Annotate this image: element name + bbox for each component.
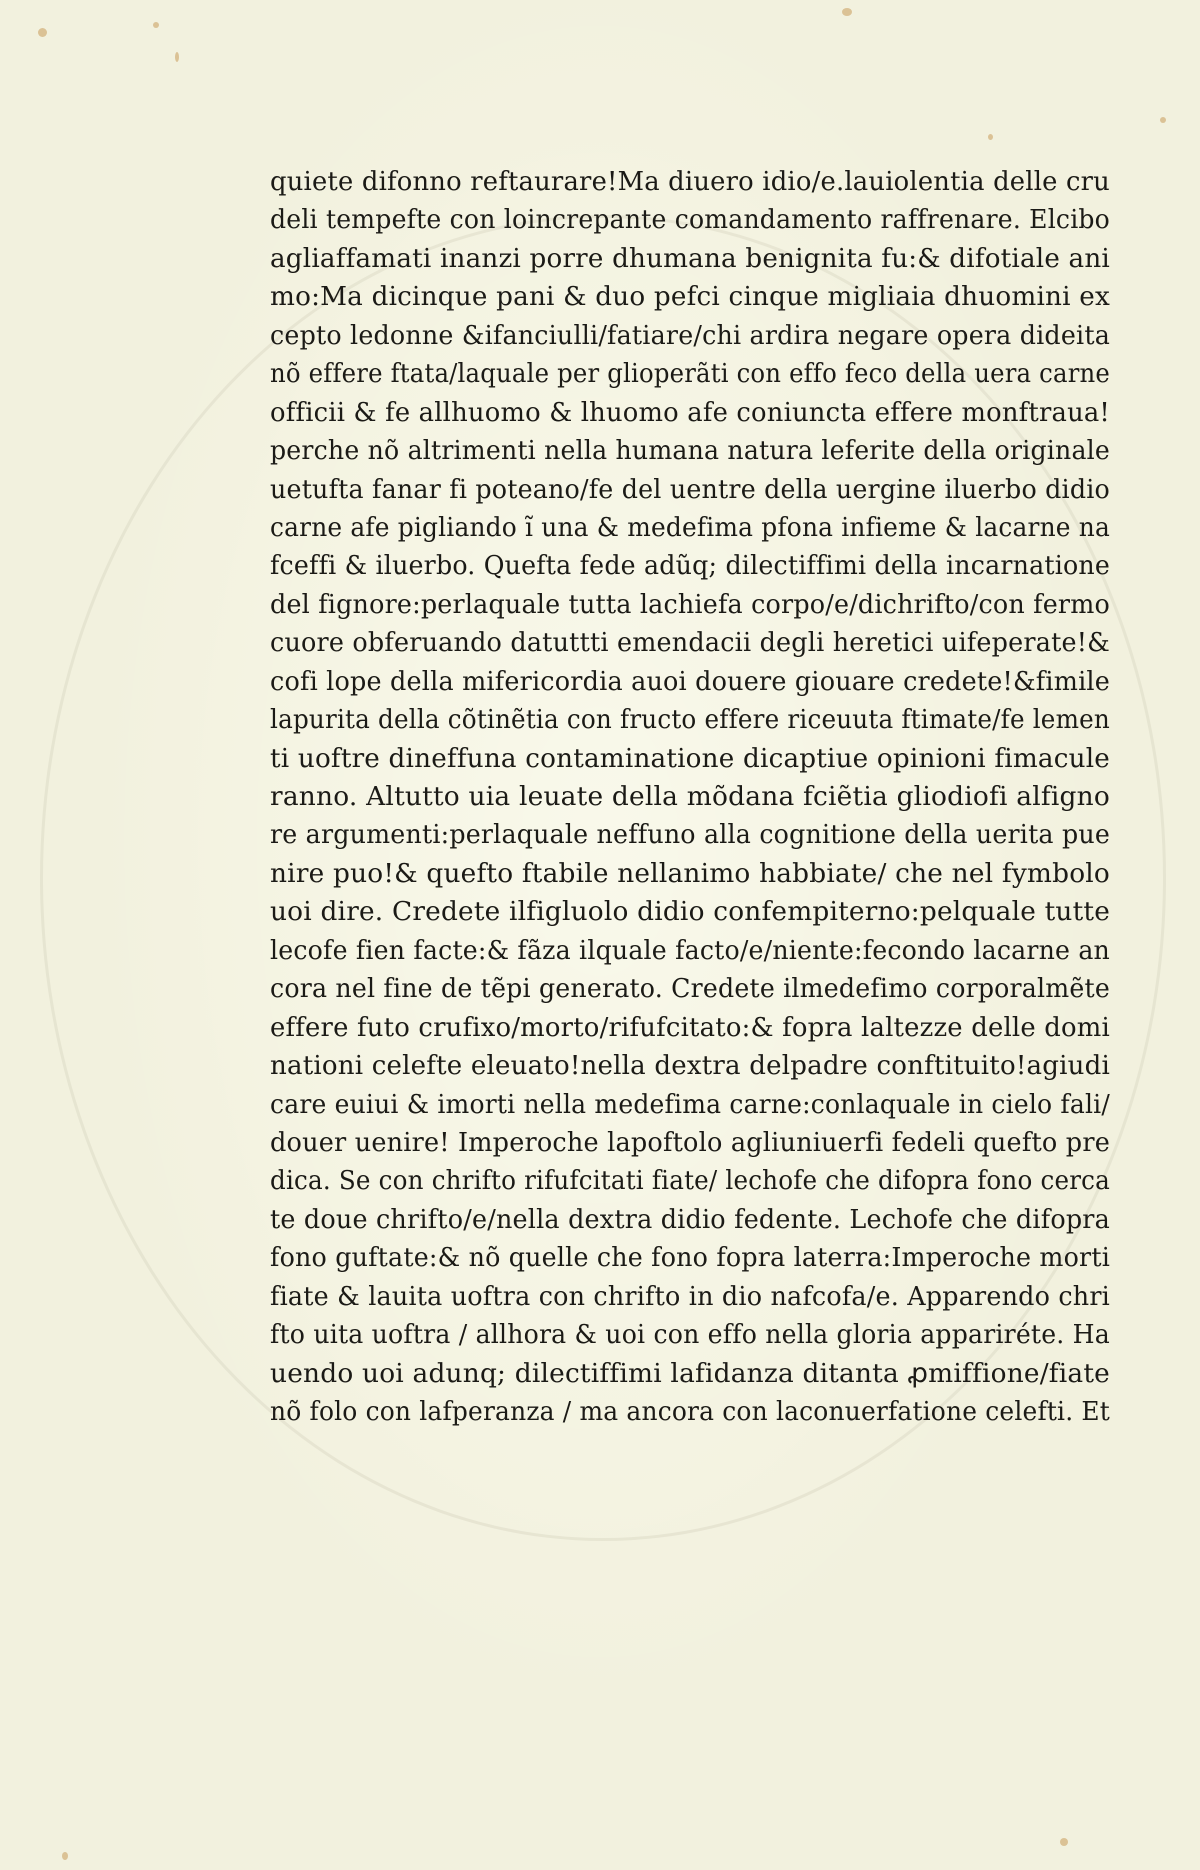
foxing-spot <box>62 1852 68 1860</box>
foxing-spot <box>1160 117 1166 123</box>
text-line: nationi celefte eleuato!nella dextra delpadre conftituito!agiudi <box>270 1050 1110 1082</box>
foxing-spot <box>988 134 993 140</box>
text-line: te doue chrifto/e/nella dextra didio fedente. Lechofe che difopra <box>270 1203 1110 1235</box>
text-line: del fignore:perlaquale tutta lachiefa corpo/e/dichrifto/con fermo <box>270 588 1110 620</box>
text-column <box>270 163 1110 1431</box>
text-line: uetufta fanar fi poteano/fe del uentre della uergine iluerbo didio <box>270 473 1110 505</box>
text-line: quiete difonno reftaurare!Ma diuero idio/e.lauiolentia delle cru <box>270 166 1110 197</box>
text-line: agliaffamati inanzi porre dhumana benignita fu:& difotiale ani <box>270 242 1110 274</box>
text-line: effere futo crufixo/morto/rifufcitato:& fopra laltezze delle domi <box>270 1011 1110 1043</box>
text-line: dica. Se con chrifto rifufcitati fiate/ lechofe che difopra fono cerca <box>270 1165 1110 1197</box>
foxing-spot <box>38 28 47 37</box>
text-line: carne afe pigliando ĩ una & medefima pfona infieme & lacarne na <box>270 511 1110 543</box>
text-line: deli tempefte con loincrepante comandamento raffrenare. Elcibo <box>270 204 1110 236</box>
text-line: fto uita uoftra / allhora & uoi con effo nella gloria appariréte. Ha <box>270 1319 1110 1351</box>
text-line: nõ folo con lafperanza / ma ancora con laconuerfatione celefti. Et <box>270 1396 1110 1427</box>
foxing-spot <box>1060 1838 1068 1846</box>
text-line: fceffi & iluerbo. Quefta fede adũq; dilectiffimi della incarnatione <box>270 550 1110 582</box>
text-line: officii & fe allhuomo & lhuomo afe coniuncta effere monftraua! <box>270 396 1110 428</box>
text-line: ranno. Altutto uia leuate della mõdana fciẽtia gliodiofi alfigno <box>270 781 1110 812</box>
text-line: cepto ledonne &ifanciulli/fatiare/chi ardira negare opera dideita <box>270 319 1110 351</box>
foxing-spot <box>175 52 179 62</box>
text-line: cuore obferuando datuttti emendacii degli heretici uifeperate!& <box>270 627 1110 659</box>
text-line: lecofe fien facte:& fãza ilquale facto/e/niente:fecondo lacarne an <box>270 934 1110 966</box>
text-line: lapurita della cõtinẽtia con fructo effere riceuuta ftimate/fe lemen <box>270 704 1110 736</box>
foxing-spot <box>842 8 852 16</box>
text-line: douer uenire! Imperoche lapoftolo agliuniuerfi fedeli quefto pre <box>270 1126 1110 1158</box>
text-line: uendo uoi adunq; dilectiffimi lafidanza ditanta ꝓmiffione/fiate <box>270 1357 1110 1389</box>
foxing-spot <box>153 22 159 28</box>
text-line: fiate & lauita uoftra con chrifto in dio nafcofa/e. Apparendo chri <box>270 1280 1110 1312</box>
text-line: cora nel fine de tẽpi generato. Credete ilmedefimo corporalmẽte <box>270 973 1110 1005</box>
text-line: nire puo!& quefto ftabile nellanimo habbiate/ che nel fymbolo <box>270 857 1110 889</box>
text-line: perche nõ altrimenti nella humana natura leferite della originale <box>270 435 1110 467</box>
text-line: mo:Ma dicinque pani & duo pefci cinque migliaia dhuomini ex <box>270 281 1110 313</box>
text-line: care euiui & imorti nella medefima carne:conlaquale in cielo fali/ <box>270 1088 1110 1120</box>
text-line: nõ effere ftata/laquale per glioperãti con effo feco della uera carne <box>270 358 1110 390</box>
text-line: uoi dire. Credete ilfigluolo didio confempiterno:pelquale tutte <box>270 896 1110 928</box>
text-line: ti uoftre dineffuna contaminatione dicaptiue opinioni fimacule <box>270 742 1110 774</box>
text-line: fono guftate:& nõ quelle che fono fopra laterra:Imperoche morti <box>270 1242 1110 1274</box>
text-line: re argumenti:perlaquale neffuno alla cognitione della uerita pue <box>270 819 1110 851</box>
text-line: cofi lope della mifericordia auoi douere giouare credete!&fimile <box>270 665 1110 697</box>
